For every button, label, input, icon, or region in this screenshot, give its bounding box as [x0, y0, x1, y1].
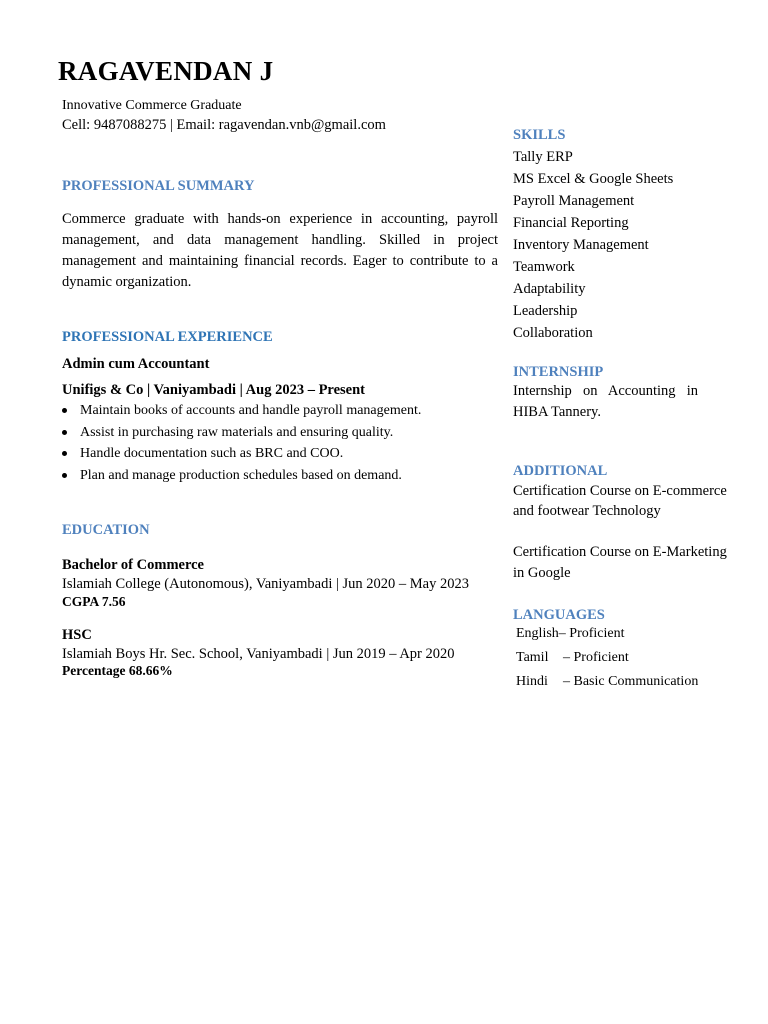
list-item: Collaboration: [513, 325, 593, 341]
language-row: [516, 626, 625, 642]
list-item: Inventory Management: [513, 237, 649, 253]
job-title: Admin cum Accountant: [62, 356, 210, 372]
list-item: Tally ERP: [513, 149, 573, 165]
section-heading-summary: PROFESSIONAL SUMMARY: [62, 178, 255, 194]
additional-item: Certification Course on E-commerce: [513, 483, 727, 499]
language-row: [516, 650, 629, 666]
education-degree: HSC: [62, 627, 92, 643]
additional-item: and footwear Technology: [513, 503, 661, 519]
section-heading-internship: INTERNSHIP: [513, 364, 604, 380]
section-heading-experience: PROFESSIONAL EXPERIENCE: [62, 329, 273, 345]
section-heading-education: EDUCATION: [62, 522, 150, 538]
list-item: Leadership: [513, 303, 578, 319]
tagline: Innovative Commerce Graduate: [62, 98, 242, 113]
additional-item: Certification Course on E-Marketing: [513, 544, 727, 560]
experience-bullets: [62, 400, 421, 486]
section-heading-languages: LANGUAGES: [513, 607, 605, 623]
bullet-icon: [62, 408, 67, 413]
language-level: – Proficient: [558, 626, 625, 641]
language-row: [516, 674, 698, 690]
education-institution: Islamiah College (Autonomous), Vaniyambadi | Jun 2020 – May 2023: [62, 576, 469, 592]
section-heading-additional: ADDITIONAL: [513, 463, 608, 479]
language-name: Tamil: [516, 650, 549, 665]
language-level: – Proficient: [563, 650, 629, 665]
contact-line: Cell: 9487088275 | Email: ragavendan.vnb@gmail.com: [62, 117, 386, 133]
section-heading-skills: SKILLS: [513, 127, 566, 143]
summary-text: Commerce graduate with hands-on experience in accounting, payroll management, and data management handling. Skilled in project management and maintaining financial records. Eager to contribute to a dynamic organization.: [62, 211, 498, 290]
job-company: Unifigs & Co | Vaniyambadi | Aug 2023 – Present: [62, 382, 366, 398]
list-item: Teamwork: [513, 259, 575, 275]
list-item: Maintain books of accounts and handle payroll management.: [62, 400, 421, 422]
list-item: Handle documentation such as BRC and COO.: [62, 443, 421, 465]
language-name: Hindi: [516, 674, 548, 689]
list-item: MS Excel & Google Sheets: [513, 171, 674, 187]
education-degree: Bachelor of Commerce: [62, 557, 204, 573]
education-score: Percentage 68.66%: [62, 663, 173, 678]
candidate-name: RAGAVENDAN J: [58, 56, 274, 86]
list-item: Financial Reporting: [513, 215, 629, 231]
bullet-icon: [62, 430, 67, 435]
internship-line: Internship on Accounting in: [513, 383, 698, 399]
list-item: Adaptability: [513, 281, 586, 297]
list-item: Assist in purchasing raw materials and ensuring quality.: [62, 422, 421, 444]
internship-line: HIBA Tannery.: [513, 404, 601, 420]
list-item: Plan and manage production schedules based on demand.: [62, 465, 421, 487]
additional-item: in Google: [513, 565, 571, 581]
list-item: Payroll Management: [513, 193, 635, 209]
education-institution: Islamiah Boys Hr. Sec. School, Vaniyambadi | Jun 2019 – Apr 2020: [62, 646, 455, 662]
language-name: English: [516, 626, 559, 641]
language-level: – Basic Communication: [563, 674, 699, 689]
bullet-icon: [62, 451, 67, 456]
education-score: CGPA 7.56: [62, 594, 126, 609]
skills-list: [513, 146, 673, 344]
bullet-icon: [62, 473, 67, 478]
